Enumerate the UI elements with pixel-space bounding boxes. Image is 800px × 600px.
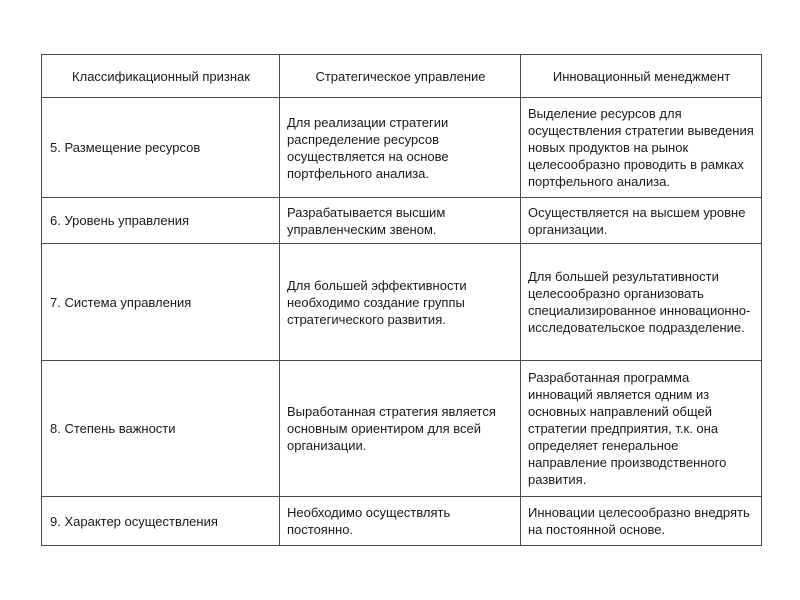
feature-cell: 6. Уровень управления [42, 198, 280, 244]
strategic-cell: Выработанная стратегия является основным ориентиром для всей организации. [280, 361, 521, 497]
comparison-table [41, 54, 762, 546]
innovation-cell: Осуществляется на высшем уровне организации. [521, 198, 762, 244]
innovation-cell: Разработанная программа инноваций является одним из основных направлений общей стратегии предприятия, т.к. она определяет генеральное направление производственного развития. [521, 361, 762, 497]
table-row [42, 98, 762, 198]
feature-cell: 7. Система управления [42, 244, 280, 361]
feature-cell: 5. Размещение ресурсов [42, 98, 280, 198]
strategic-cell: Необходимо осуществлять постоянно. [280, 497, 521, 546]
table-header-row [42, 55, 762, 98]
innovation-cell: Инновации целесообразно внедрять на постоянной основе. [521, 497, 762, 546]
table-row [42, 497, 762, 546]
table-row [42, 361, 762, 497]
strategic-cell: Для большей эффективности необходимо создание группы стратегического развития. [280, 244, 521, 361]
header-feature: Классификационный признак [42, 55, 280, 98]
innovation-cell: Для большей результативности целесообразно организовать специализированное инновационно-исследовательское подразделение. [521, 244, 762, 361]
feature-cell: 9. Характер осуществления [42, 497, 280, 546]
strategic-cell: Для реализации стратегии распределение ресурсов осуществляется на основе портфельного анализа. [280, 98, 521, 198]
header-strategic: Стратегическое управление [280, 55, 521, 98]
table-row [42, 244, 762, 361]
feature-cell: 8. Степень важности [42, 361, 280, 497]
table-row [42, 198, 762, 244]
innovation-cell: Выделение ресурсов для осуществления стратегии выведения новых продуктов на рынок целесообразно проводить в рамках портфельного анализа. [521, 98, 762, 198]
header-innovation: Инновационный менеджмент [521, 55, 762, 98]
strategic-cell: Разрабатывается высшим управленческим звеном. [280, 198, 521, 244]
